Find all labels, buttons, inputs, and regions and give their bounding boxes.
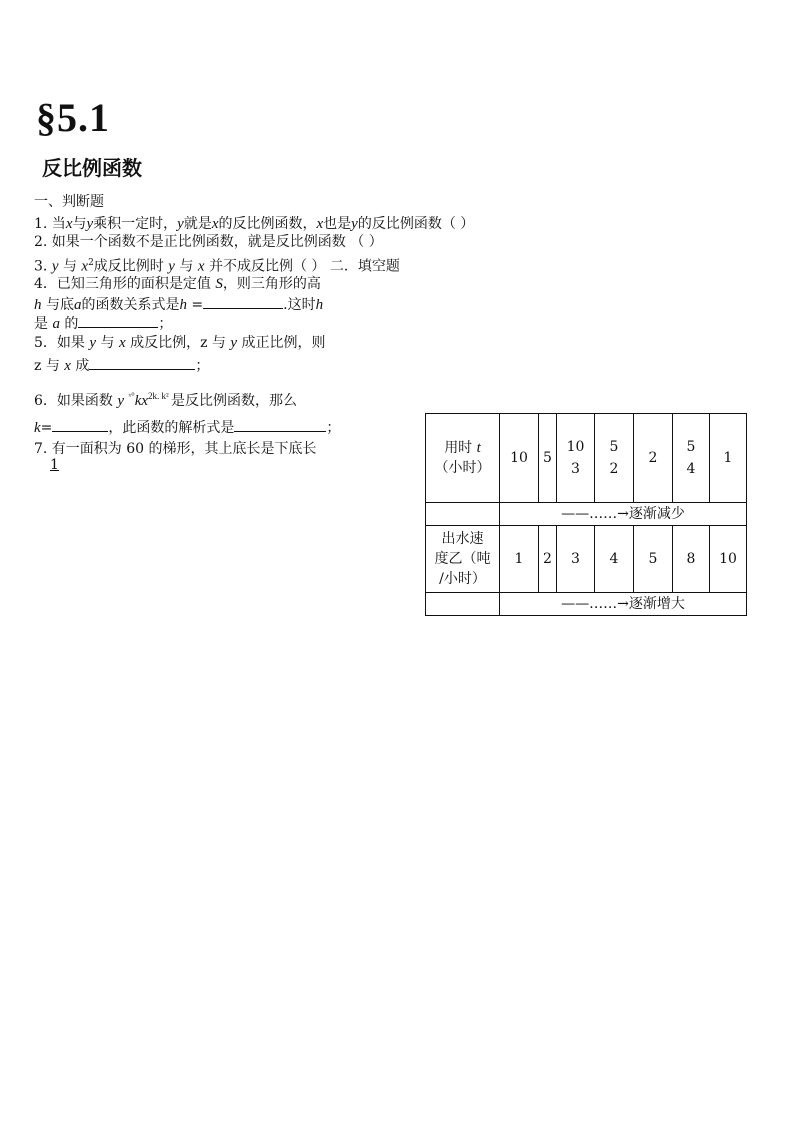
question-4-line3 xyxy=(34,313,172,333)
var-y: y xyxy=(177,216,184,232)
exponent: 2 xyxy=(88,258,94,268)
q6-text: ，此函数的解析式是 xyxy=(108,420,235,436)
var-x: x xyxy=(316,216,324,232)
var-t: t xyxy=(476,440,481,456)
var-y: y xyxy=(351,216,358,232)
var-y: y xyxy=(89,335,97,351)
table-cell xyxy=(673,414,710,503)
table-cell xyxy=(634,414,673,503)
superscript-mark: ˣ° xyxy=(128,391,135,401)
q5-text: 成反比例，z 与 xyxy=(130,335,226,351)
var-y: y xyxy=(168,258,175,275)
q5-text: ； xyxy=(195,358,210,374)
table-row xyxy=(426,526,747,593)
numerator: 5 xyxy=(686,439,696,455)
q4-text: ； xyxy=(158,316,173,332)
cell-value: 2 xyxy=(543,551,552,567)
q5-text: 成正比例，则 xyxy=(241,335,326,351)
header-text: 出水速 xyxy=(441,531,484,547)
q3-text: 成反比例时 xyxy=(93,258,164,275)
answer-blank[interactable] xyxy=(52,417,108,432)
question-6-line1 xyxy=(34,387,297,410)
cell-value: 3 xyxy=(571,551,580,567)
section-heading-judgment: 一、判断题 xyxy=(34,194,104,210)
var-h: h xyxy=(179,297,187,313)
var-x: x xyxy=(211,216,219,232)
answer-blank[interactable] xyxy=(89,355,195,370)
table-cell-empty xyxy=(426,503,500,526)
var-x: x xyxy=(64,358,71,374)
section-number: §5.1 xyxy=(36,95,110,140)
fraction-cell xyxy=(687,436,696,480)
answer-blank[interactable] xyxy=(203,294,283,309)
var-y: y xyxy=(86,216,94,232)
q1-text: 1. 当 xyxy=(34,216,66,232)
q6-text: 6．如果函数 xyxy=(34,393,113,409)
chapter-title: 反比例函数 xyxy=(42,156,142,180)
q6-text: ； xyxy=(326,420,341,436)
var-s: S xyxy=(215,276,223,292)
table-cell xyxy=(500,414,539,503)
var-a: a xyxy=(73,297,82,313)
table-cell xyxy=(500,526,539,593)
cell-value: 1 xyxy=(514,551,524,567)
trend-text: ——……→逐渐减少 xyxy=(561,506,685,522)
q4-text: 4．已知三角形的面积是定值 xyxy=(34,276,211,292)
equals: = xyxy=(186,297,204,313)
header-text: 用时 xyxy=(444,440,473,456)
q6-text: 是反比例函数，那么 xyxy=(170,393,297,409)
trend-text: ——……→逐渐增大 xyxy=(561,596,685,612)
var-x: x xyxy=(65,216,73,232)
var-x: x xyxy=(197,258,205,275)
row-header-speed xyxy=(426,526,500,593)
cell-value: 5 xyxy=(543,450,552,466)
cell-value: 10 xyxy=(510,450,528,466)
trend-note xyxy=(500,503,747,526)
q5-text: 与 xyxy=(100,335,115,351)
table-cell xyxy=(539,526,557,593)
q4-text: ，则三角形的高 xyxy=(222,276,321,292)
q1-text: 与 xyxy=(72,216,87,232)
cell-value: 8 xyxy=(686,551,696,567)
table-cell-empty xyxy=(426,593,500,616)
q4-text: 的函数关系式是 xyxy=(81,297,180,313)
var-k: k xyxy=(34,420,41,436)
data-table xyxy=(425,413,747,616)
table-cell xyxy=(634,526,673,593)
table-cell xyxy=(595,414,634,503)
answer-blank[interactable] xyxy=(234,417,326,432)
header-text: 度乙（吨 xyxy=(434,551,491,567)
denominator: 2 xyxy=(609,461,619,477)
table-cell xyxy=(539,414,557,503)
table-cell xyxy=(673,526,710,593)
table-cell xyxy=(710,414,747,503)
var-y: y xyxy=(117,393,125,409)
var-h: h xyxy=(34,297,42,313)
q4-text: 是 xyxy=(34,316,48,332)
header-text: （小时） xyxy=(434,460,491,476)
table-cell xyxy=(557,414,595,503)
var-x: x xyxy=(118,335,126,351)
var-a: a xyxy=(52,316,60,332)
q4-text: .这时 xyxy=(283,297,316,313)
q5-text: 成 xyxy=(75,358,90,374)
question-5-line1 xyxy=(34,334,325,352)
trend-note xyxy=(500,593,747,616)
numerator: 5 xyxy=(609,439,619,455)
table-row xyxy=(426,414,747,503)
var-y: y xyxy=(51,258,59,275)
question-4-line1 xyxy=(34,275,321,293)
cell-value: 10 xyxy=(719,551,737,567)
question-1 xyxy=(34,215,474,233)
denominator: 3 xyxy=(571,461,580,477)
q4-text: 的 xyxy=(64,316,79,332)
q3-text: 并不成反比例（ ） 二．填空题 xyxy=(208,258,400,275)
q1-text: 的反比例函数， xyxy=(218,216,317,232)
question-7-fraction: 1 xyxy=(50,457,59,473)
cell-value: 2 xyxy=(648,450,658,466)
table-row xyxy=(426,503,747,526)
q3-text: 3. xyxy=(34,258,48,275)
question-4-line2 xyxy=(34,294,323,314)
denominator: 4 xyxy=(686,461,696,477)
question-5-line2 xyxy=(34,355,209,375)
equals: = xyxy=(40,420,53,436)
q4-text: 与底 xyxy=(45,297,74,313)
numerator: 10 xyxy=(566,439,585,455)
var-kx: kx xyxy=(134,393,149,409)
table-cell xyxy=(557,526,595,593)
question-7-line1: 7. 有一面积为 60 的梯形，其上底长是下底长 xyxy=(34,441,317,457)
answer-blank[interactable] xyxy=(78,313,158,328)
var-x: x xyxy=(81,258,89,275)
q3-text: 与 xyxy=(179,258,194,275)
table-row xyxy=(426,593,747,616)
table-cell xyxy=(710,526,747,593)
header-text: /小时） xyxy=(439,571,486,587)
q5-text: z 与 xyxy=(34,358,60,374)
q5-text: 5．如果 xyxy=(34,335,85,351)
cell-value: 1 xyxy=(723,450,733,466)
q1-text: 也是 xyxy=(323,216,352,232)
var-h: h xyxy=(315,297,324,313)
table-cell xyxy=(595,526,634,593)
question-6-line2 xyxy=(34,417,340,437)
cell-value: 5 xyxy=(648,551,658,567)
question-2: 2. 如果一个函数不是正比例函数，就是反比例函数 （ ） xyxy=(34,234,383,250)
cell-value: 4 xyxy=(609,551,619,567)
q1-text: 乘积一定时， xyxy=(93,216,178,232)
q1-text: 的反比例函数（ ） xyxy=(357,216,475,232)
q1-text: 就是 xyxy=(183,216,212,232)
row-header-time xyxy=(426,414,500,503)
q3-text: 与 xyxy=(62,258,77,275)
exponent: 2k. k² xyxy=(148,391,171,401)
fraction-cell xyxy=(567,436,585,480)
question-3 xyxy=(34,254,400,276)
var-y: y xyxy=(230,335,238,351)
fraction-cell xyxy=(610,436,619,480)
